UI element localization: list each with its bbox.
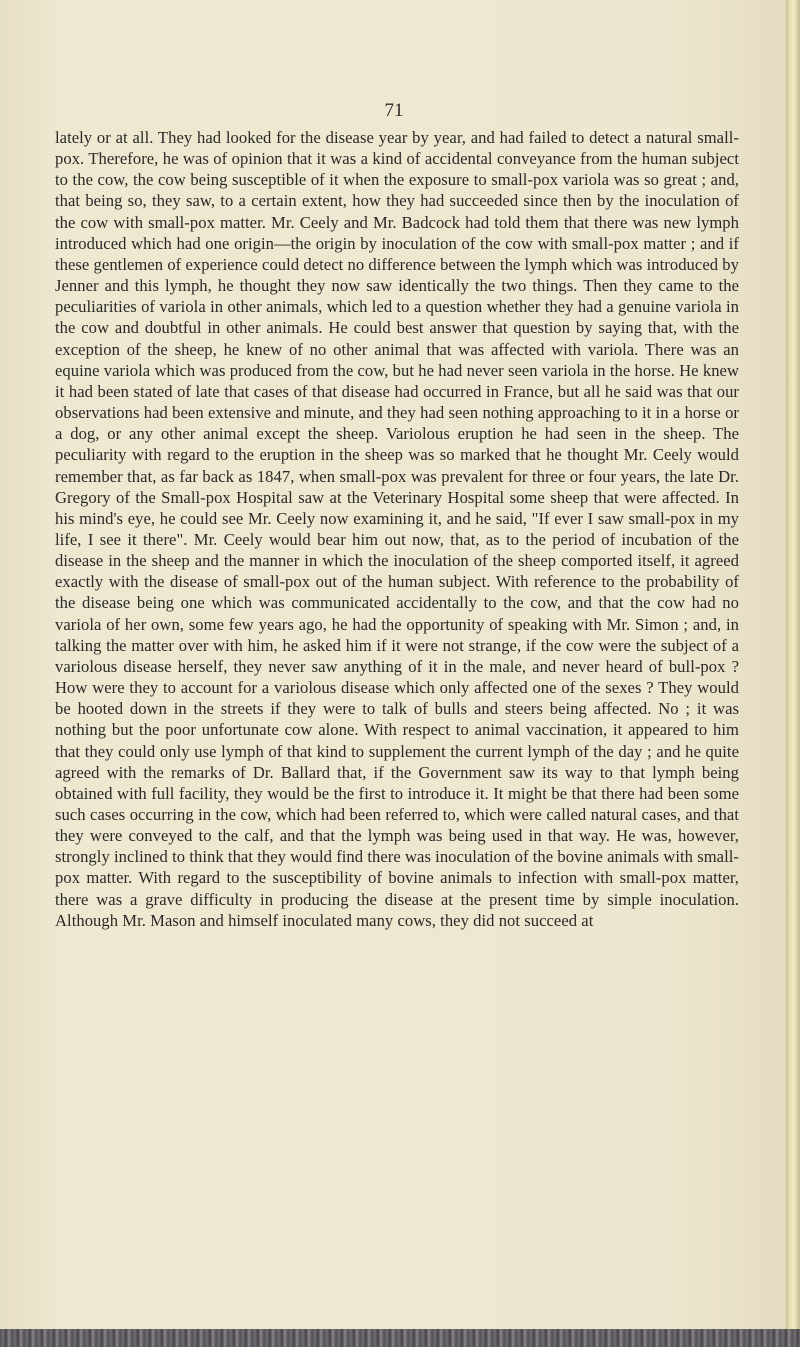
- body-paragraph: lately or at all. They had looked for the disease year by year, and had failed to detect a natural small-pox. Therefore, he was of opinion that it was a kind of accidental conveyance from the human subject to the cow, the cow being susceptible of it when the exposure to small-pox variola was so great ; and, that being so, they saw, to a certain extent, how they had succeeded since then by the inoculation of the cow with small-pox matter. Mr. Ceely and Mr. Badcock had told them that there was new lymph introduced which had one origin—the origin by inoculation of the cow with small-pox matter ; and if these gentlemen of experience could detect no difference between the lymph which was introduced by Jenner and this lymph, he thought they now saw identically the two things. Then they came to the peculiarities of variola in other animals, which led to a question whether they had a genuine variola in the cow and doubtful in other animals. He could best answer that question by saying that, with the exception of the sheep, he knew of no other animal that was affected with variola. There was an equine variola which was produced from the cow, but he had never seen variola in the horse. He knew it had been stated of late that cases of that disease had occurred in France, but all he said was that our observations had been extensive and minute, and they had seen nothing approaching to it in a horse or a dog, or any other animal except the sheep. Variolous eruption he had seen in the sheep. The peculiarity with regard to the eruption in the sheep was so marked that he thought Mr. Ceely would remember that, as far back as 1847, when small-pox was prevalent for three or four years, the late Dr. Gregory of the Small-pox Hospital saw at the Veterinary Hospital some sheep that were affected. In his mind's eye, he could see Mr. Ceely now examining it, and he said, "If ever I saw small-pox in my life, I see it there". Mr. Ceely would bear him out now, that, as to the period of incubation of the disease in the sheep and the manner in which the inoculation of the sheep comported itself, it agreed exactly with the disease of small-pox out of the human subject. With reference to the probability of the disease being one which was communicated accidentally to the cow, and that the cow had no variola of her own, some few years ago, he had the opportunity of speaking with Mr. Simon ; and, in talking the matter over with him, he asked him if it were not strange, if the cow were the subject of a variolous disease herself, they never saw anything of it in the male, and never heard of bull-pox ? How were they to account for a variolous disease which only affected one of the sexes ? They would be hooted down in the streets if they were to talk of bulls and steers being affected. No ; it was nothing but the poor unfortunate cow alone. With respect to animal vaccination, it appeared to him that they could only use lymph of that kind to supplement the current lymph of the day ; and he quite agreed with the remarks of Dr. Ballard that, if the Government saw its way to that lymph being obtained with full facility, they would be the first to introduce it. It might be that there had been some such cases occurring in the cow, which had been referred to, which were called natural cases, and that they were conveyed to the calf, and that the lymph was being used in that way. He was, however, strongly inclined to think that they would find there was inoculation of the bovine animals with small-pox matter. With regard to the susceptibility of bovine animals to infection with small-pox matter, there was a grave difficulty in producing the disease at the present time by simple inoculation. Although Mr. Mason and himself inoculated many cows, they did not succeed at: [55, 128, 739, 930]
- page-number: 71: [384, 100, 404, 121]
- page-edge-bottom: [0, 1329, 800, 1347]
- page-edge-right: [786, 0, 800, 1347]
